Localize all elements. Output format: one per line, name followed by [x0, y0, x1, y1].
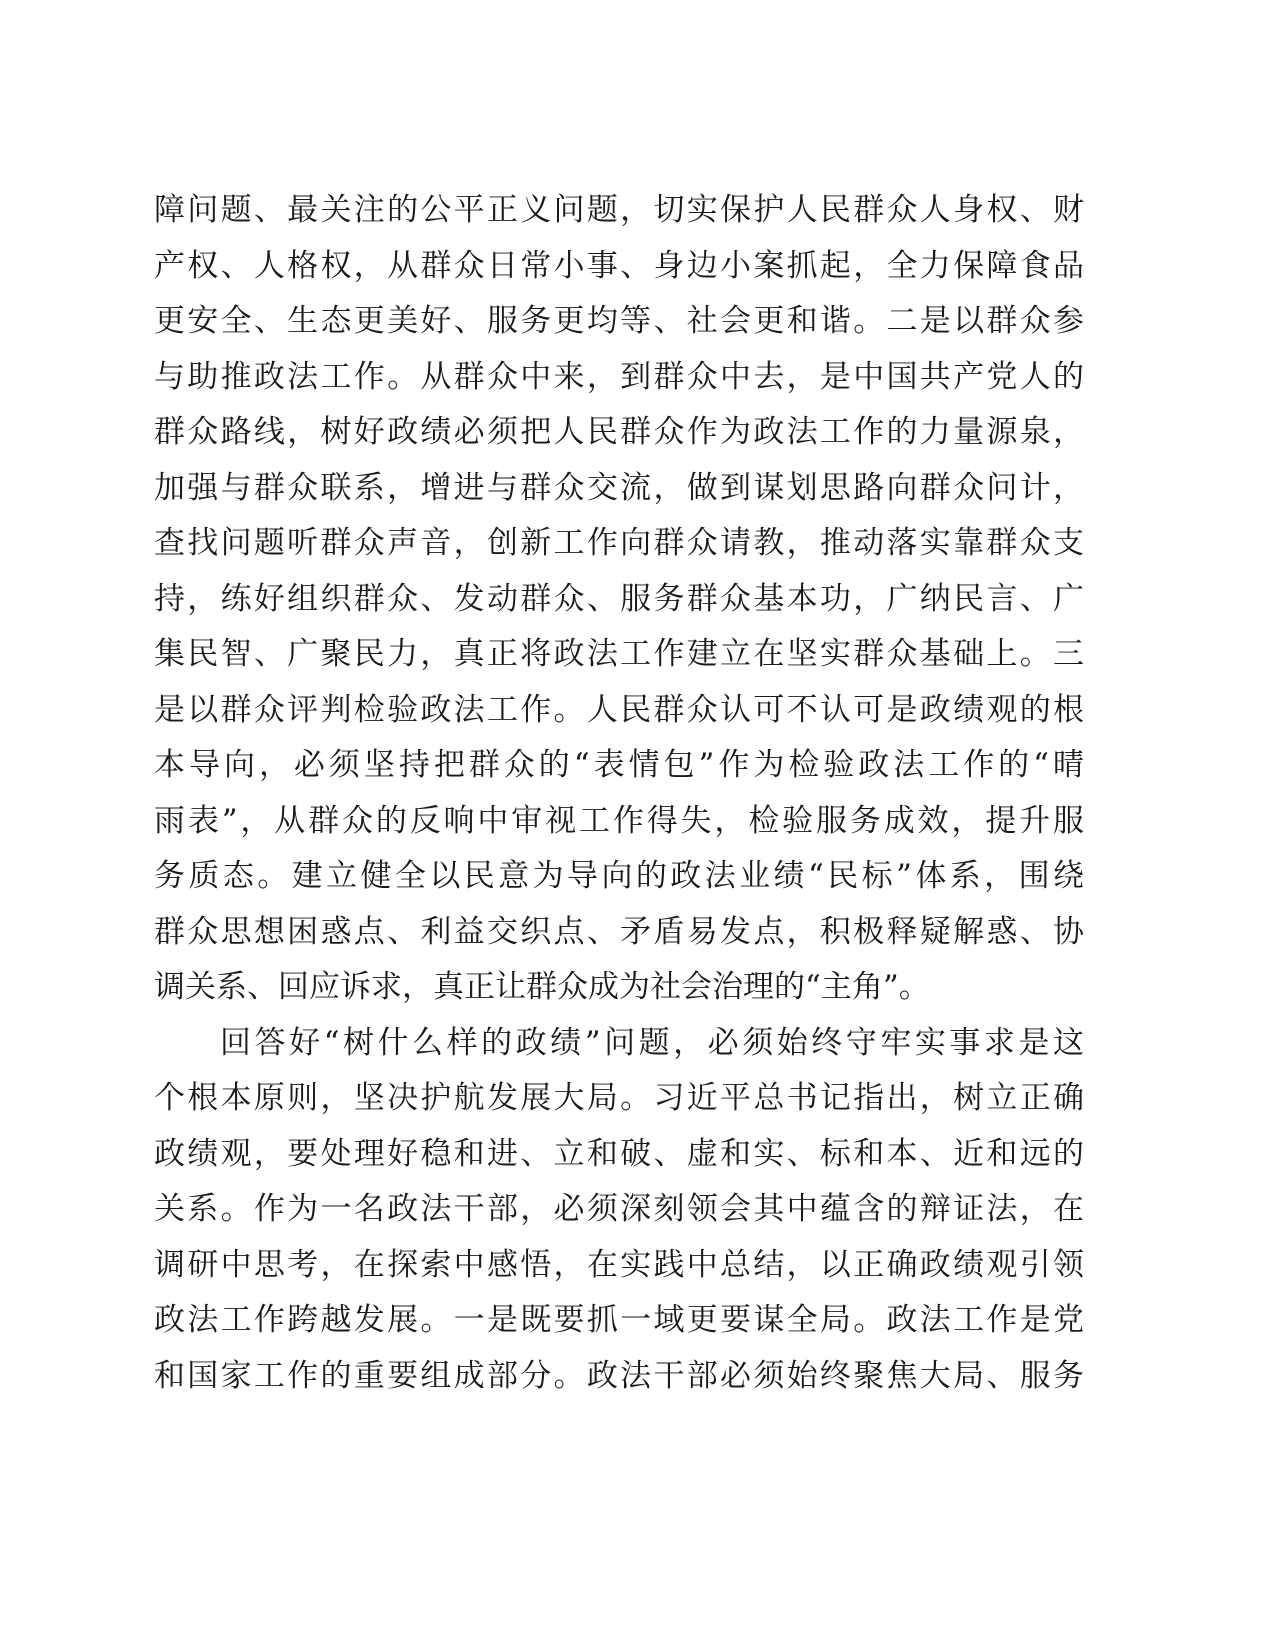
text-line: 更安全、生态更美好、服务更均等、社会更和谐。二是以群众参	[154, 303, 1084, 339]
text-line: 集民智、广聚民力，真正将政法工作建立在坚实群众基础上。三	[154, 636, 1084, 672]
text-line-paragraph-end: 调关系、回应诉求，真正让群众成为社会治理的“主角”。	[154, 969, 930, 1005]
text-line: 个根本原则，坚决护航发展大局。习近平总书记指出，树立正确	[154, 1080, 1084, 1116]
text-line: 与助推政法工作。从群众中来，到群众中去，是中国共产党人的	[154, 358, 1084, 395]
text-line: 群众思想困惑点、利益交织点、矛盾易发点，积极释疑解惑、协	[154, 913, 1084, 950]
text-line: 本导向，必须坚持把群众的“表情包”作为检验政法工作的“晴	[154, 747, 1084, 783]
text-line: 产权、人格权，从群众日常小事、身边小案抓起，全力保障食品	[154, 247, 1084, 284]
text-line: 持，练好组织群众、发动群众、服务群众基本功，广纳民言、广	[154, 580, 1084, 617]
text-line: 政绩观，要处理好稳和进、立和破、虚和实、标和本、近和远的	[154, 1135, 1084, 1172]
text-line: 查找问题听群众声音，创新工作向群众请教，推动落实靠群众支	[154, 525, 1084, 561]
text-line: 加强与群众联系，增进与群众交流，做到谋划思路向群众问计，	[154, 469, 1084, 506]
text-line: 调研中思考，在探索中感悟，在实践中总结，以正确政绩观引领	[154, 1246, 1084, 1283]
text-line: 是以群众评判检验政法工作。人民群众认可不认可是政绩观的根	[154, 691, 1084, 728]
text-line: 群众路线，树好政绩必须把人民群众作为政法工作的力量源泉，	[154, 414, 1084, 450]
text-line: 雨表”，从群众的反响中审视工作得失，检验服务成效，提升服	[154, 802, 1084, 839]
text-line: 障问题、最关注的公平正义问题，切实保护人民群众人身权、财	[154, 192, 1084, 228]
text-line: 关系。作为一名政法干部，必须深刻领会其中蕴含的辩证法，在	[154, 1191, 1084, 1227]
body-text	[154, 183, 1084, 1404]
text-line: 政法工作跨越发展。一是既要抓一域更要谋全局。政法工作是党	[154, 1302, 1084, 1338]
text-line-paragraph-start: 回答好“树什么样的政绩”问题，必须始终守牢实事求是这	[220, 1024, 1084, 1061]
text-line: 和国家工作的重要组成部分。政法干部必须始终聚焦大局、服务	[154, 1357, 1084, 1394]
text-line: 务质态。建立健全以民意为导向的政法业绩“民标”体系，围绕	[154, 858, 1084, 894]
